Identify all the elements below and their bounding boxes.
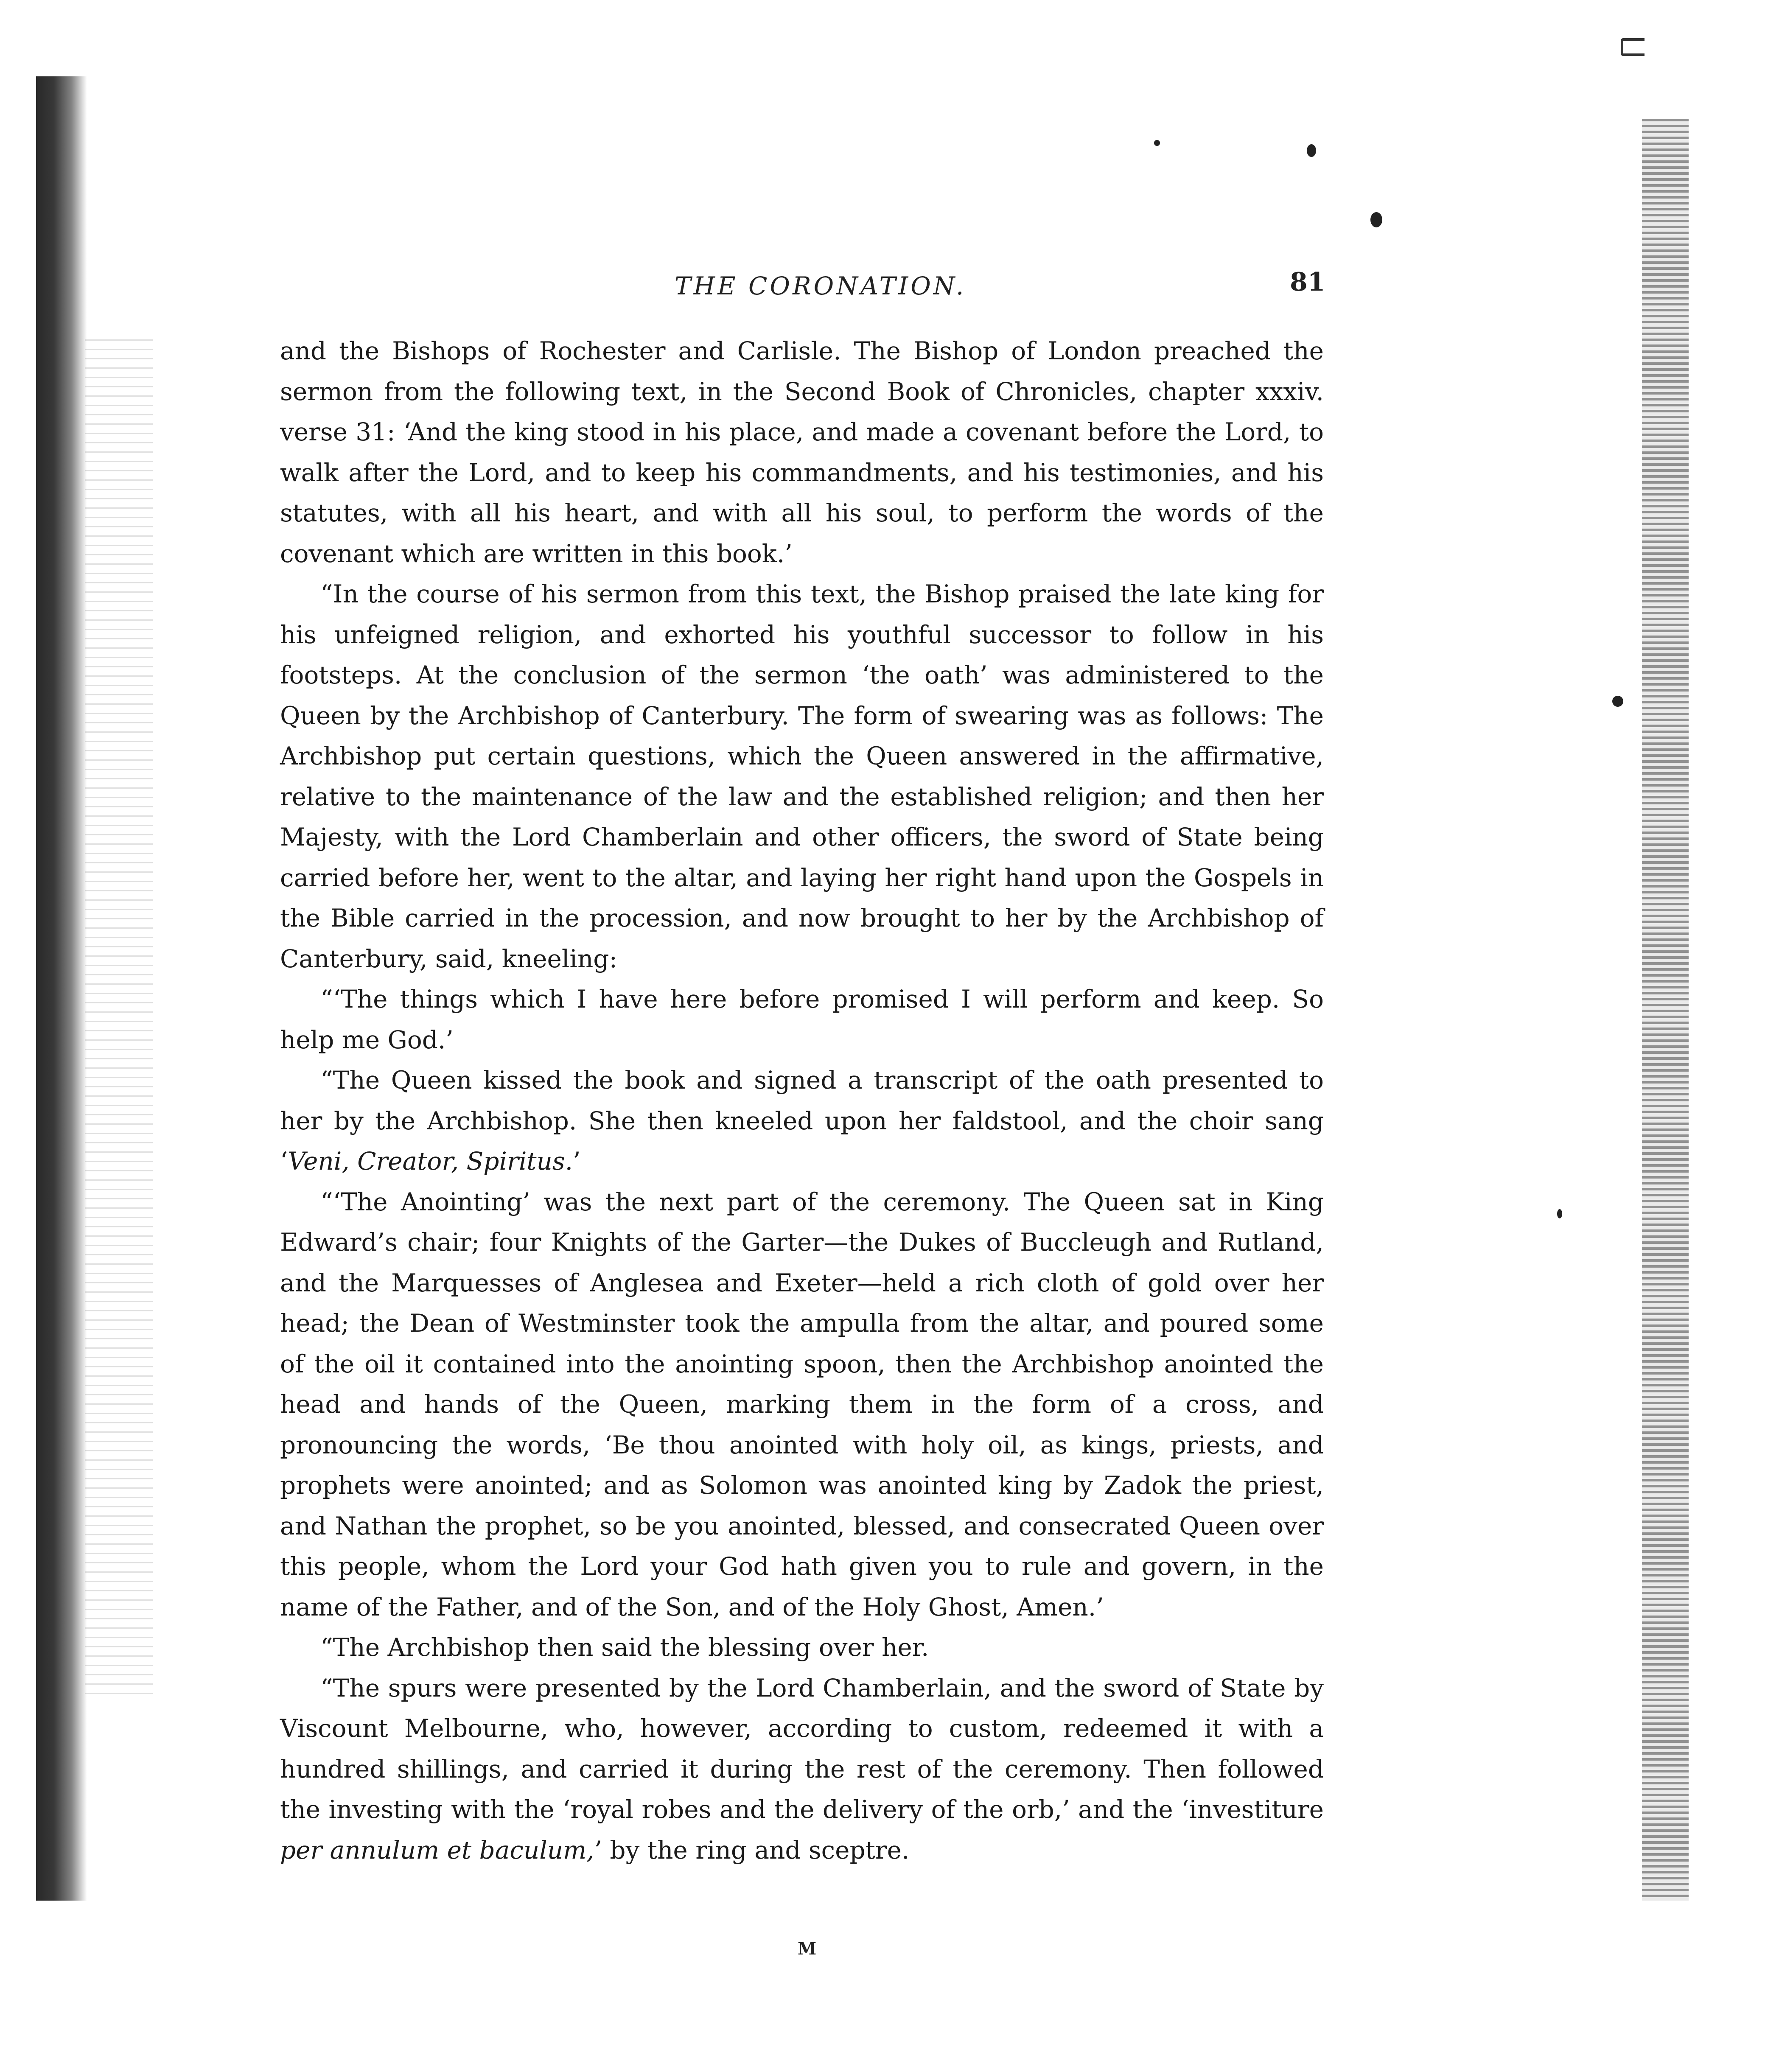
paragraph [280,1060,1324,1182]
ink-blot [1557,1209,1562,1218]
running-title: THE CORONATION. [675,272,967,300]
ink-blot [1307,144,1316,157]
page-number: 81 [1290,267,1325,297]
paragraph: “‘The Anointing’ was the next part of the ceremony. The Queen sat in King Edward’s chair; four Knights of the Garter—the Dukes of Buccleugh and Rutland, and the Marquesses of Anglesea and Exeter—held a rich cloth of gold over her head; the Dean of Westminster took the ampulla from the altar, and poured some of the oil it contained into the anointing spoon, then the Archbishop anointed the head and hands of the Queen, marking them in the form of a cross, and pronouncing the words, ‘Be thou anointed with holy oil, as kings, priests, and prophets were anointed; and as Solomon was anointed king by Zadok the priest, and Nathan the prophet, so be you anointed, blessed, and consecrated Queen over this people, whom the Lord your God hath given you to rule and govern, in the name of the Father, and of the Son, and of the Holy Ghost, Amen.’ [280,1187,1324,1621]
paragraph: and the Bishops of Rochester and Carlisle. The Bishop of London preached the sermon from the following text, in the Second Book of Chronicles, chapter xxxiv. verse 31: ‘And the king stood in his place, and made a covenant before the Lord, to walk after the Lord, and to keep his commandments, and his testimonies, and his statutes, with all his heart, and with all his soul, to perform the words of the covenant which are written in this book.’ [280,336,1324,568]
scan-corner-mark [1621,38,1645,56]
signature-mark: M [798,1939,817,1959]
scan-edge-left [36,76,87,1901]
scan-edge-right [1642,119,1689,1901]
paragraph: “‘The things which I have here before promised I will perform and keep. So help me God.’ [280,985,1324,1054]
paragraph-text: ’ [573,1147,581,1176]
paragraph: “In the course of his sermon from this text, the Bishop praised the late king for his unfeigned religion, and exhorted his youthful successor to follow in his footsteps. At the conclusion of the sermon ‘the oath’ was administered to the Queen by the Archbishop of Canterbury. The form of swearing was as follows: The Archbishop put certain questions, which the Queen answered in the affirmative, relative to the maintenance of the law and the established religion; and then her Majesty, with the Lord Chamberlain and other officers, the sword of State being carried before her, went to the altar, and laying her right hand upon the Gospels in the Bible carried in the procession, and now brought to her by the Archbishop of Canterbury, said, kneeling: [280,580,1324,973]
paragraph [280,1668,1324,1871]
paragraph-text: “The Queen kissed the book and signed a transcript of the oath presented to her by the Archbishop. She then kneeled upon her faldstool, and the choir sang ‘ [280,1066,1324,1176]
latin-phrase: Veni, Creator, Spiritus. [288,1147,573,1176]
paragraph: “The Archbishop then said the blessing over her. [320,1633,929,1662]
paragraph-text: ’ by the ring and sceptre. [594,1835,910,1865]
body-text [280,331,1324,1870]
ink-blot [1370,212,1382,227]
latin-phrase: per annulum et baculum, [280,1835,594,1865]
paragraph-text: “The spurs were presented by the Lord Chamberlain, and the sword of State by Viscount Melbourne, who, however, according to custom, redeemed it with a hundred shillings, and carried it during the rest of the ceremony. Then followed the investing with the ‘royal robes and the delivery of the orb,’ and the ‘investiture [280,1673,1324,1824]
ink-blot [1154,140,1160,146]
ink-blot [1612,696,1623,707]
scan-speckle-left [85,339,153,1697]
